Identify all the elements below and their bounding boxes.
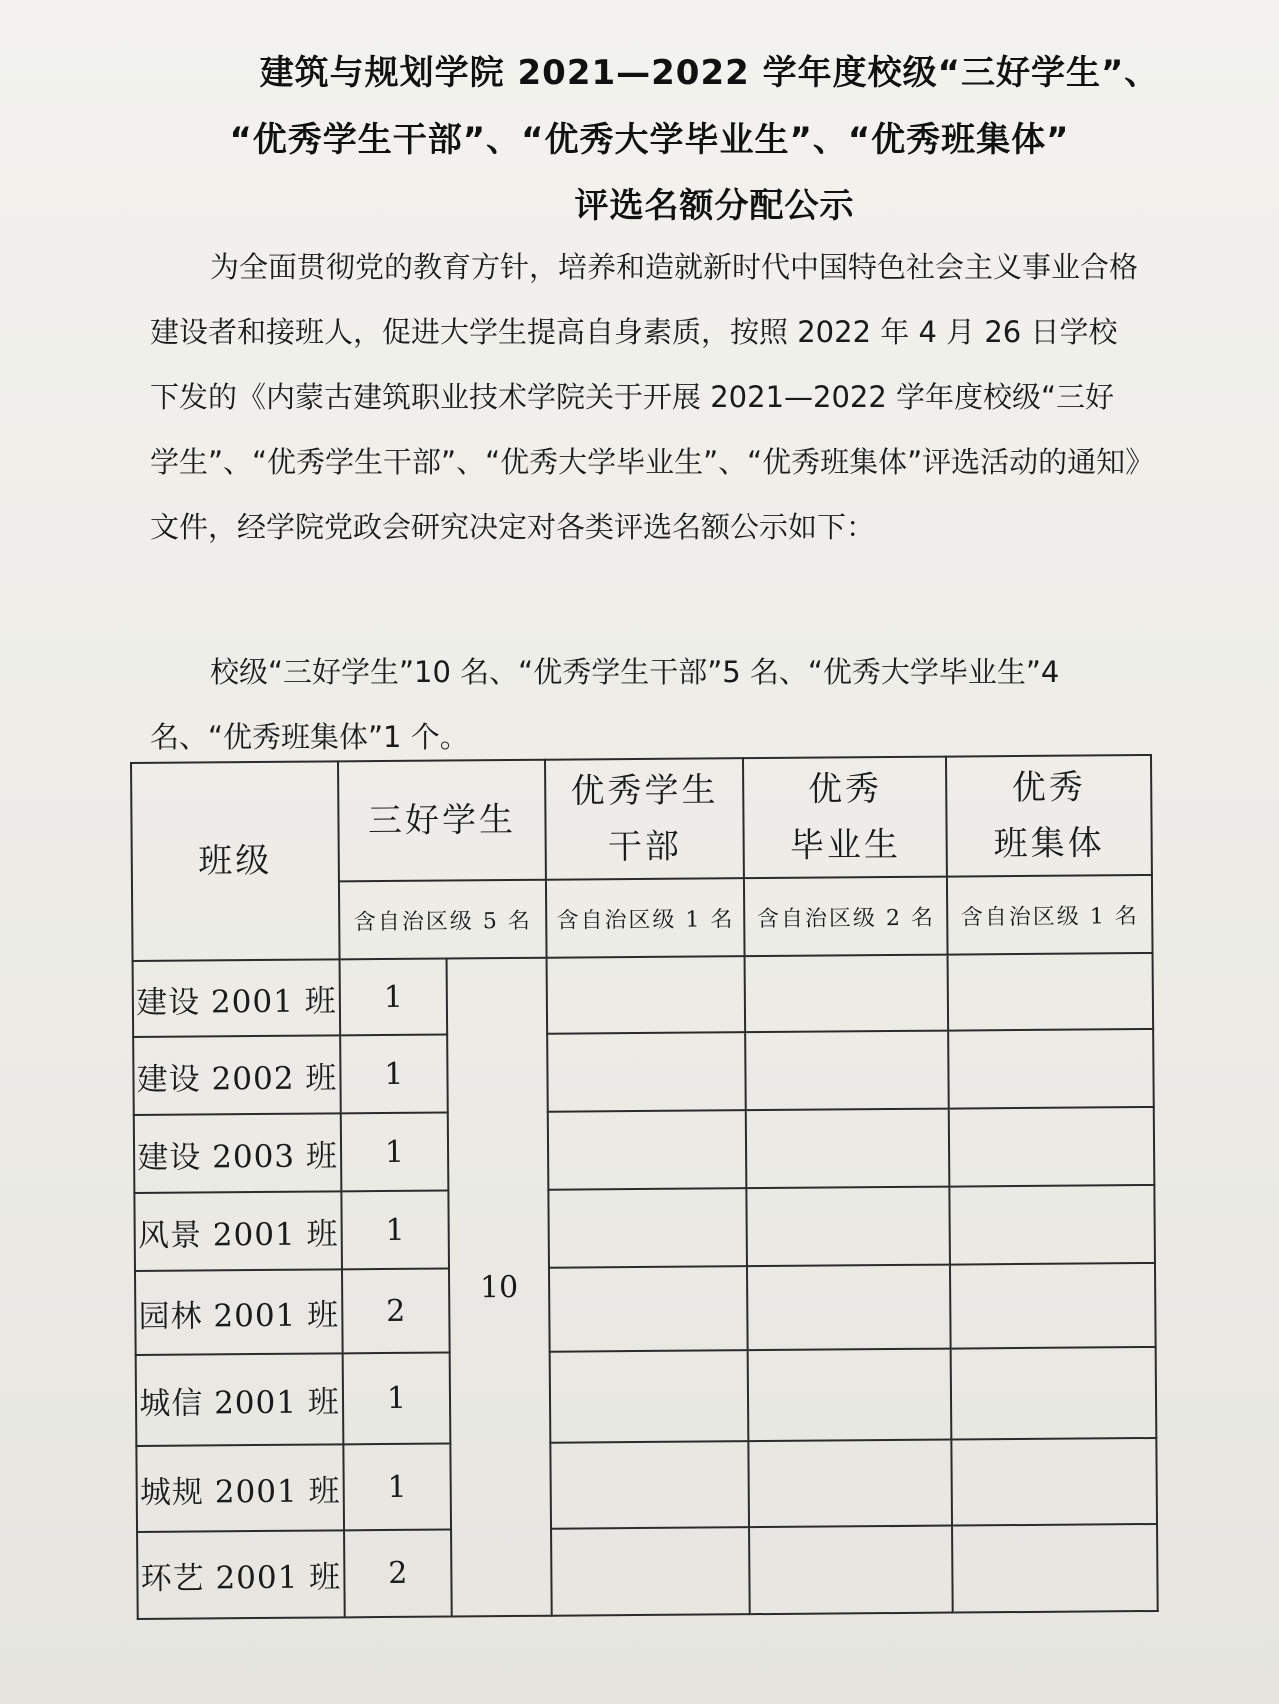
header-banji-line-2: 班集体 [993,823,1105,865]
quota-paragraph: 校级“三好学生”10 名、“优秀学生干部”5 名、“优秀大学毕业生”4 名、“优秀班集体”1 个。 [150,655,1060,754]
quota-table [130,754,1159,1620]
header-biye [743,757,947,879]
ganbu-cell [551,1528,750,1616]
banji-cell [949,1107,1155,1187]
header-class: 班级 [131,761,340,961]
header-ganbu [545,758,744,880]
header-banji-line-1: 优秀 [1011,767,1086,809]
ganbu-cell [547,1032,746,1112]
row-class: 风景 2001 班 [134,1191,342,1271]
row-class: 建设 2001 班 [133,960,341,1038]
banji-cell [948,1029,1154,1109]
row-sanhao: 1 [341,1191,448,1270]
banji-cell [952,1524,1158,1612]
row-sanhao: 1 [340,1035,447,1114]
table-row [134,1185,1155,1271]
ganbu-cell [548,1110,747,1190]
biye-cell [747,1187,950,1267]
banji-cell [950,1263,1156,1349]
row-class: 环艺 2001 班 [137,1531,345,1619]
table-row [136,1438,1157,1532]
row-class: 建设 2002 班 [133,1035,341,1115]
biye-cell [749,1440,952,1528]
table-row [136,1347,1157,1446]
subheader-biye: 含自治区级 2 名 [744,877,947,957]
row-sanhao: 2 [344,1530,451,1617]
biye-cell [746,1031,949,1111]
banji-cell [948,953,1153,1030]
row-class: 园林 2001 班 [135,1269,343,1355]
row-class: 建设 2003 班 [134,1113,342,1193]
intro-paragraph: 为全面贯彻党的教育方针，培养和造就新时代中国特色社会主义事业合格建设者和接班人，促进大学生提高自身素质，按照 2022 年 4 月 26 日学校下发的《内蒙古建筑职业技术学院关于开展 2021—2022 学年度校级“三好学生”、“优秀学生干部”、“优秀大学毕业生”、“优秀班集体”评选活动的通知》文件，经学院党政会研究决定对各类评选名额公示如下： [150,250,1140,544]
row-sanhao: 1 [340,959,447,1036]
subheader-sanhao: 含自治区级 5 名 [339,880,547,960]
biye-cell [749,1526,952,1614]
header-banji [946,755,1152,877]
banji-cell [949,1185,1155,1265]
header-ganbu-line-2: 干部 [607,826,683,868]
row-sanhao: 2 [342,1269,449,1354]
biye-cell [748,1349,951,1441]
header-biye-line-2: 毕业生 [789,825,902,866]
table-row [137,1524,1158,1619]
biye-cell [745,955,948,1032]
title-line-1: 建筑与规划学院 2021—2022 学年度校级“三好学生”、 [259,53,1160,93]
header-ganbu-line-1: 优秀学生 [570,770,719,812]
banji-cell [951,1347,1157,1439]
table-row [133,953,1154,1037]
header-biye-line-1: 优秀 [807,769,883,810]
ganbu-cell [550,1351,749,1443]
table-row [133,1029,1154,1115]
ganbu-cell [547,956,746,1033]
row-sanhao: 1 [343,1444,450,1531]
subheader-ganbu: 含自治区级 1 名 [546,878,745,958]
title-line-2: “优秀学生干部”、“优秀大学毕业生”、“优秀班集体” [229,120,1070,160]
header-sanhao: 三好学生 [338,760,546,882]
subheader-banji: 含自治区级 1 名 [947,875,1153,955]
title-line-3: 评选名额分配公示 [574,186,855,226]
table-row [134,1107,1155,1193]
row-sanhao: 1 [343,1353,450,1444]
row-class: 城信 2001 班 [136,1354,344,1446]
table-row [135,1263,1156,1355]
banji-cell [951,1438,1157,1526]
biye-cell [746,1109,949,1189]
row-sanhao: 1 [341,1113,448,1192]
biye-cell [747,1265,950,1351]
ganbu-cell [550,1441,749,1529]
ganbu-cell [548,1188,747,1268]
ganbu-cell [549,1266,748,1352]
sanhao-total: 10 [446,958,551,1617]
row-class: 城规 2001 班 [136,1444,344,1532]
